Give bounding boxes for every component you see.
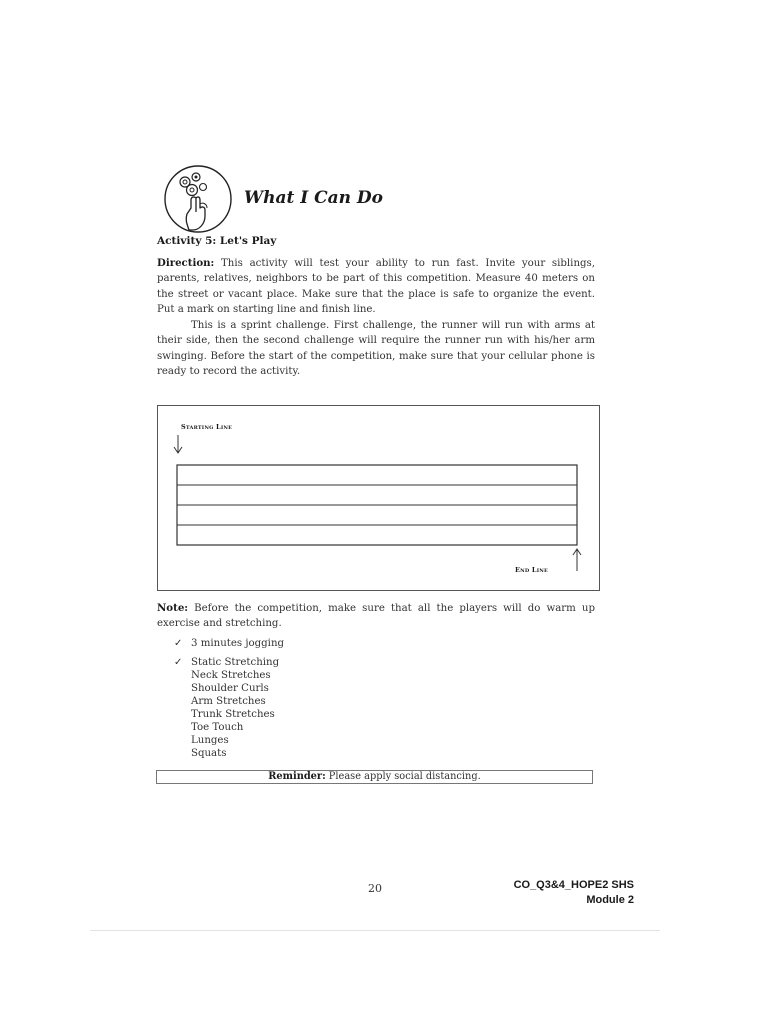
running-track-diagram	[157, 405, 600, 591]
note-paragraph	[157, 601, 595, 632]
list-item: Shoulder Curls	[191, 683, 269, 694]
checkmark-icon: ✓	[174, 657, 183, 668]
arrow-up-icon	[573, 549, 581, 571]
direction-label: Direction:	[157, 257, 215, 269]
list-item	[174, 656, 284, 669]
hand-gears-icon	[163, 164, 233, 234]
module-code-line: Module 2	[586, 894, 634, 906]
direction-text: This activity will test your ability to run fast. Invite your siblings, parents, relatives, neighbors to be part of this competition. Measure 40 meters on the street or vacant place. Make sure that the place is safe to organize the event. Put a mark on starting line and finish line.	[157, 258, 595, 315]
stretch-list	[174, 669, 284, 760]
module-code-line: CO_Q3&4_HOPE2 SHS	[513, 879, 634, 891]
end-line-label: End Line	[515, 566, 549, 574]
reminder-box	[156, 770, 593, 784]
track-lanes	[158, 406, 601, 592]
list-item: Neck Stretches	[191, 670, 271, 681]
list-item	[174, 637, 284, 650]
activity-title: Activity 5: Let's Play	[157, 235, 277, 247]
list-item: Trunk Stretches	[191, 709, 275, 720]
reminder-text: Please apply social distancing.	[325, 771, 481, 782]
page-divider	[90, 930, 660, 931]
checkmark-icon: ✓	[174, 638, 183, 649]
list-item-label: Static Stretching	[191, 657, 280, 668]
note-text: Before the competition, make sure that all the players will do warm up exercise and stretching.	[157, 603, 595, 630]
list-item-label: 3 minutes jogging	[191, 638, 285, 649]
direction-paragraph	[157, 256, 595, 317]
reminder-label: Reminder:	[268, 771, 326, 782]
list-item: Toe Touch	[191, 722, 244, 733]
starting-line-label: Starting Line	[181, 423, 233, 431]
sprint-paragraph: This is a sprint challenge. First challenge, the runner will run with arms at their side, then the second challenge will require the runner run with his/her arm swinging. Before the start of the competition, make sure that your cellular phone is ready to record the activity.	[157, 320, 595, 377]
section-title: What I Can Do	[244, 188, 384, 208]
list-item: Arm Stretches	[191, 696, 266, 707]
note-label: Note:	[157, 602, 189, 614]
module-code	[514, 878, 634, 908]
page-number: 20	[368, 882, 382, 895]
warmup-checklist	[174, 637, 284, 760]
arrow-down-icon	[174, 435, 182, 453]
list-item: Squats	[191, 748, 227, 759]
list-item: Lunges	[191, 735, 229, 746]
